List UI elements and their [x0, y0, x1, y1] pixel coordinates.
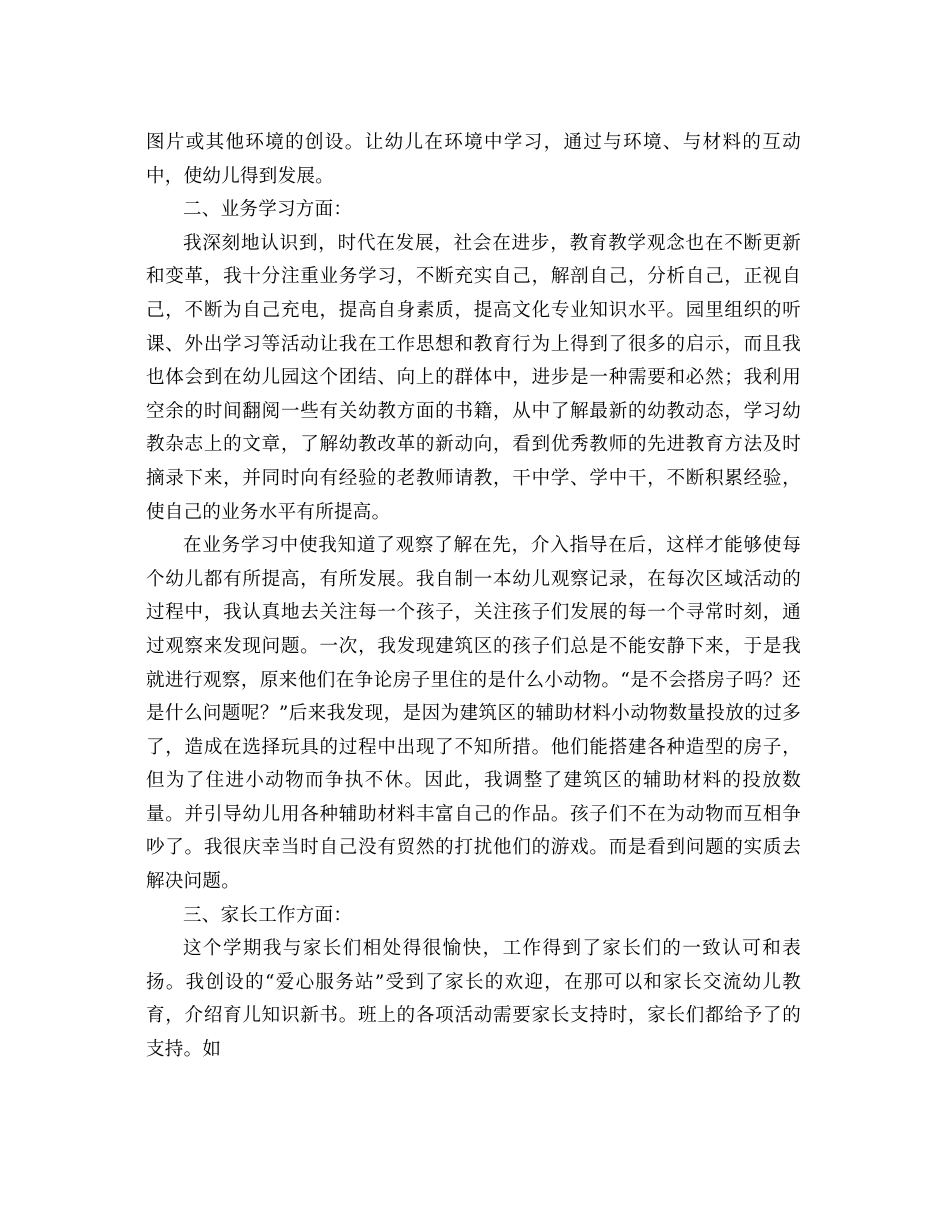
- heading-parent-work: 三、家长工作方面：: [183, 904, 353, 926]
- heading-business-study: 二、业务学习方面：: [183, 199, 353, 221]
- document-body: [146, 126, 801, 1067]
- paragraph-parent-work: 这个学期我与家长们相处得很愉快，工作得到了家长们的一致认可和表扬。我创设的“爱心服务站”受到了家长的欢迎，在那可以和家长交流幼儿教育，介绍育儿知识新书。班上的各项活动需要家长支持时，家长们都给予了的支持。如: [146, 938, 801, 1061]
- paragraph-environment: 图片或其他环境的创设。让幼儿在环境中学习，通过与环境、与材料的互动中，使幼儿得到发展。: [146, 132, 801, 187]
- paragraph-observation: 在业务学习中使我知道了观察了解在先，介入指导在后，这样才能够使每个幼儿都有所提高，有所发展。我自制一本幼儿观察记录，在每次区域活动的过程中，我认真地去关注每一个孩子，关注孩子们发展的每一个寻常时刻，通过观察来发现问题。一次，我发现建筑区的孩子们总是不能安静下来，于是我就进行观察，原来他们在争论房子里住的是什么小动物。“是不会搭房子吗？还是什么问题呢？”后来我发现，是因为建筑区的辅助材料小动物数量投放的过多了，造成在选择玩具的过程中出现了不知所措。他们能搭建各种造型的房子，但为了住进小动物而争执不休。因此，我调整了建筑区的辅助材料的投放数量。并引导幼儿用各种辅助材料丰富自己的作品。孩子们不在为动物而互相争吵了。我很庆幸当时自己没有贸然的打扰他们的游戏。而是看到问题的实质去解决问题。: [146, 535, 801, 893]
- paragraph-business-study: 我深刻地认识到，时代在发展，社会在进步，教育教学观念也在不断更新和变革，我十分注重业务学习，不断充实自己，解剖自己，分析自己，正视自己，不断为自己充电，提高自身素质，提高文化专业知识水平。园里组织的听课、外出学习等活动让我在工作思想和教育行为上得到了很多的启示，而且我也体会到在幼儿园这个团结、向上的群体中，进步是一种需要和必然；我利用空余的时间翻阅一些有关幼教方面的书籍，从中了解最新的幼教动态，学习幼教杂志上的文章，了解幼教改革的新动向，看到优秀教师的先进教育方法及时摘录下来，并同时向有经验的老教师请教，干中学、学中干，不断积累经验，使自己的业务水平有所提高。: [146, 232, 801, 523]
